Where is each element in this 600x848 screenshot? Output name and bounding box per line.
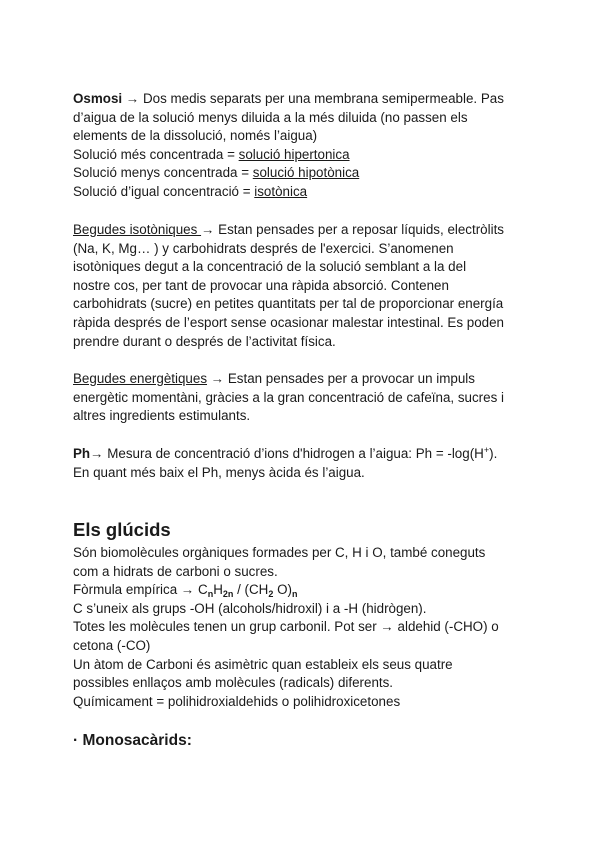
osmosi-line-3: elements de la dissolució, només l’aigua) (73, 128, 318, 144)
isotonic-drinks-line-3: isotòniques degut a la concentració de la solució semblant a la del (73, 259, 467, 275)
isotonic-drinks-line-1: Begudes isotòniques → Estan pensades per a reposar líquids, electròlits (73, 222, 504, 237)
carbonyl-line-2: cetona (-CO) (73, 637, 151, 653)
energy-drinks-line-3: altres ingredients estimulants. (73, 408, 251, 424)
osmosi-line-1: Osmosi → Dos medis separats per una membrana semipermeable. Pas (73, 91, 504, 106)
ph-line-1: Ph→ Mesura de concentració d’ions d'hidrogen a l’aigua: Ph = -log(H+). (73, 445, 498, 461)
isotonic-line: Solució d’igual concentració = isotònica (73, 183, 308, 199)
isotonic-drinks-line-4: nostre cos, per tant de provocar una ràpida absorció. Contenen (73, 277, 449, 293)
isotonic-drinks-line-5: carbohidrats (sucre) en petites quantitats per tal de proporcionar energía (73, 296, 504, 312)
isotonic-drinks-term: Begudes isotòniques (73, 222, 202, 237)
osmosi-term: Osmosi (73, 91, 123, 106)
monosaccharides-heading: · Monosacàrids: (73, 732, 192, 749)
energy-drinks-term: Begudes energètiques (73, 371, 208, 386)
asymmetric-carbon-line-1: Un àtom de Carboni és asimètric quan estableix els seus quatre (73, 656, 453, 672)
ph-term: Ph (73, 446, 91, 461)
ph-line-2: En quant més baix el Ph, menys àcida és l’aigua. (73, 464, 365, 480)
osmosi-line-2: d’aigua de la solució menys diluida a la més diluida (no passen els (73, 109, 468, 125)
glucids-section (73, 544, 543, 711)
isotonic-drinks-section (73, 221, 543, 351)
isotonic-drinks-line-7: prendre durant o després de l’activitat física. (73, 333, 336, 349)
glucids-heading: Els glúcids (73, 519, 171, 540)
isotonic-drinks-line-2: (Na, K, Mg… ) y carbohidrats després de l'exercici. S’anomenen (73, 240, 454, 256)
empirical-formula-line: Fòrmula empírica → $C_nH_{2n} / (CH_2$ $O)_n$ (73, 582, 298, 600)
carbon-groups-line: C s’uneix als grups -OH (alcohols/hidroxil) i a -H (hidrògen). (73, 600, 427, 616)
hypotonic-line: Solució menys concentrada = solució hipotònica (73, 165, 360, 181)
hypertonic-term: solució hipertonica (238, 146, 350, 162)
chemically-line: Químicament = polihidroxialdehids o polihidroxicetones (73, 693, 401, 709)
hypertonic-line: Solució més concentrada = solució hipertonica (73, 146, 350, 162)
glucids-intro-2: com a hidrats de carboni o sucres. (73, 563, 278, 579)
isotonic-term: isotònica (254, 183, 308, 199)
asymmetric-carbon-line-2: possibles enllaços amb molècules (radicals) diferents. (73, 675, 394, 691)
glucids-intro-1: Són biomolècules orgàniques formades per C, H i O, també coneguts (73, 545, 486, 560)
hypotonic-term: solució hipotònica (252, 165, 360, 181)
osmosi-section (73, 90, 543, 202)
energy-drinks-line-1: Begudes energètiques → Estan pensades per a provocar un impuls (73, 371, 475, 386)
isotonic-drinks-line-6: ràpida després de l’esport sense ocasionar malestar intestinal. Es poden (73, 314, 504, 330)
energy-drinks-section (73, 370, 543, 426)
carbonyl-line-1: Totes les molècules tenen un grup carbonil. Pot ser → aldehid (-CHO) o (73, 619, 499, 635)
ph-section (73, 445, 543, 482)
energy-drinks-line-2: energètic momentàni, gràcies a la gran concentració de cafeïna, sucres i (73, 389, 504, 405)
